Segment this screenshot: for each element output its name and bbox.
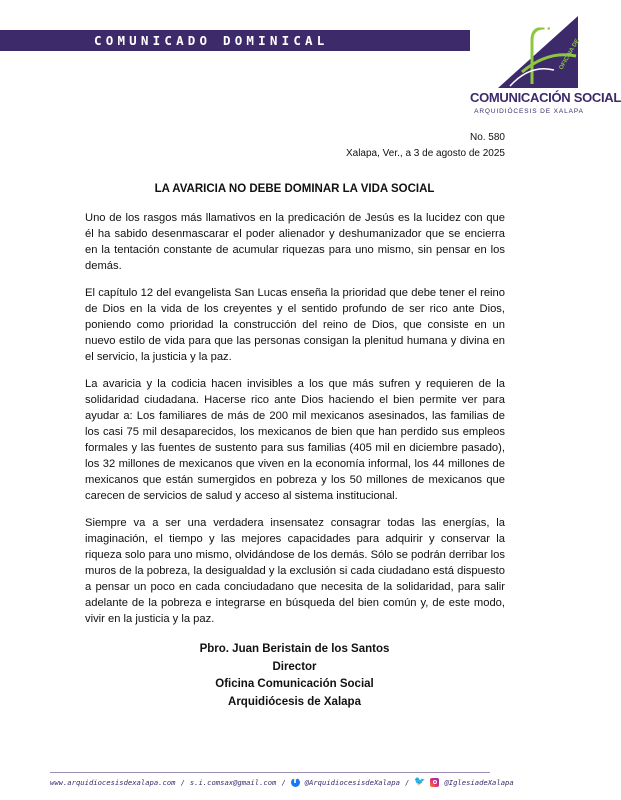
logo-ring-text: OFICINA DE — [558, 38, 581, 71]
paragraph: Siempre va a ser una verdadera insensatez consagrar todas las energías, la imaginación, el tiempo y las mejores capacidades para adquirir y conservar la riqueza solo para uno mismo, olvidándose de los demás. Sólo se podrán derribar los muros de la pobreza, la desigualdad y la exclusión si cada ciudadano está dispuesto a pensar un poco en cada conciudadano que necesita de la solidaridad, para salir adelante de la pobreza e integrarse en búsqueda del bien común y, de este modo, vivir en la justicia y la paz. — [85, 517, 505, 625]
separator: / — [180, 777, 185, 787]
banner-title: COMUNICADO DOMINICAL — [94, 33, 329, 48]
social-link[interactable]: @IglesiadeXalapa — [444, 777, 514, 787]
footer-divider — [50, 772, 490, 773]
facebook-icon[interactable] — [291, 778, 300, 787]
footer — [50, 775, 514, 789]
brand-title: COMUNICACIÓN SOCIAL — [470, 90, 621, 105]
communique-number: No. 580 — [469, 132, 505, 143]
paragraph: La avaricia y la codicia hacen invisibles a los que más sufren y requieren de la solidaridad ciudadana. Hacerse rico ante Dios haciendo el bien permite ver para ayudar a: Los familiares de más de 200 mil mexicanos asesinados, las familias de los casi 75 mil desaparecidos, los mexicanos de bien que han perdido sus empleos formales y las fuentes de sustento para sus familias (405 mil en diciembre pasado), los 32 millones de mexicanos que viven en la economía informal, los 44 millones de mexicanos que están sumergidos en pobreza y los 50 millones de mexicanos que carecen de servicios de salud y acceso al sistema institucional. — [85, 378, 505, 502]
website-link[interactable]: www.arquidiocesisdexalapa.com — [50, 777, 176, 787]
twitter-icon[interactable]: 🐦 — [414, 777, 426, 787]
signatory-name: Pbro. Juan Beristain de los Santos — [199, 643, 390, 655]
signatory-role: Director — [272, 660, 317, 673]
instagram-icon[interactable] — [430, 778, 439, 787]
comunicacion-social-logo — [492, 10, 582, 96]
signature-block — [0, 641, 589, 711]
brand-subtitle: ARQUIDIÓCESIS DE XALAPA — [474, 108, 584, 115]
signatory-office: Oficina Comunicación Social — [215, 678, 374, 690]
separator: / — [281, 777, 286, 787]
header-banner — [0, 30, 470, 51]
communique-date: Xalapa, Ver., a 3 de agosto de 2025 — [345, 148, 505, 159]
email-link[interactable]: s.i.comsax@gmail.com — [189, 777, 277, 787]
document-title: LA AVARICIA NO DEBE DOMINAR LA VIDA SOCIAL — [154, 183, 435, 195]
paragraph: Uno de los rasgos más llamativos en la predicación de Jesús es la lucidez con que él ha sabido desenmascarar el poder alienador y deshumanizador que se encierra en la tentación constante de acumular riquezas para uno mismo, sin pensar en los demás. — [85, 212, 505, 272]
signatory-diocese: Arquidiócesis de Xalapa — [228, 695, 361, 708]
paragraph: El capítulo 12 del evangelista San Lucas enseña la prioridad que debe tener el reino de Dios en la vida de los creyentes y el sentido profundo de ser rico ante Dios, poniendo como prioridad la construcción del reino de Dios, que consiste en un nuevo estilo de vida para que las personas consigan la plenitud humana y divina en el servicio, la justicia y la paz. — [85, 287, 505, 363]
facebook-link[interactable]: @ArquidiocesisdeXalapa — [304, 777, 400, 787]
document-body — [85, 210, 505, 638]
separator: / — [404, 777, 410, 787]
